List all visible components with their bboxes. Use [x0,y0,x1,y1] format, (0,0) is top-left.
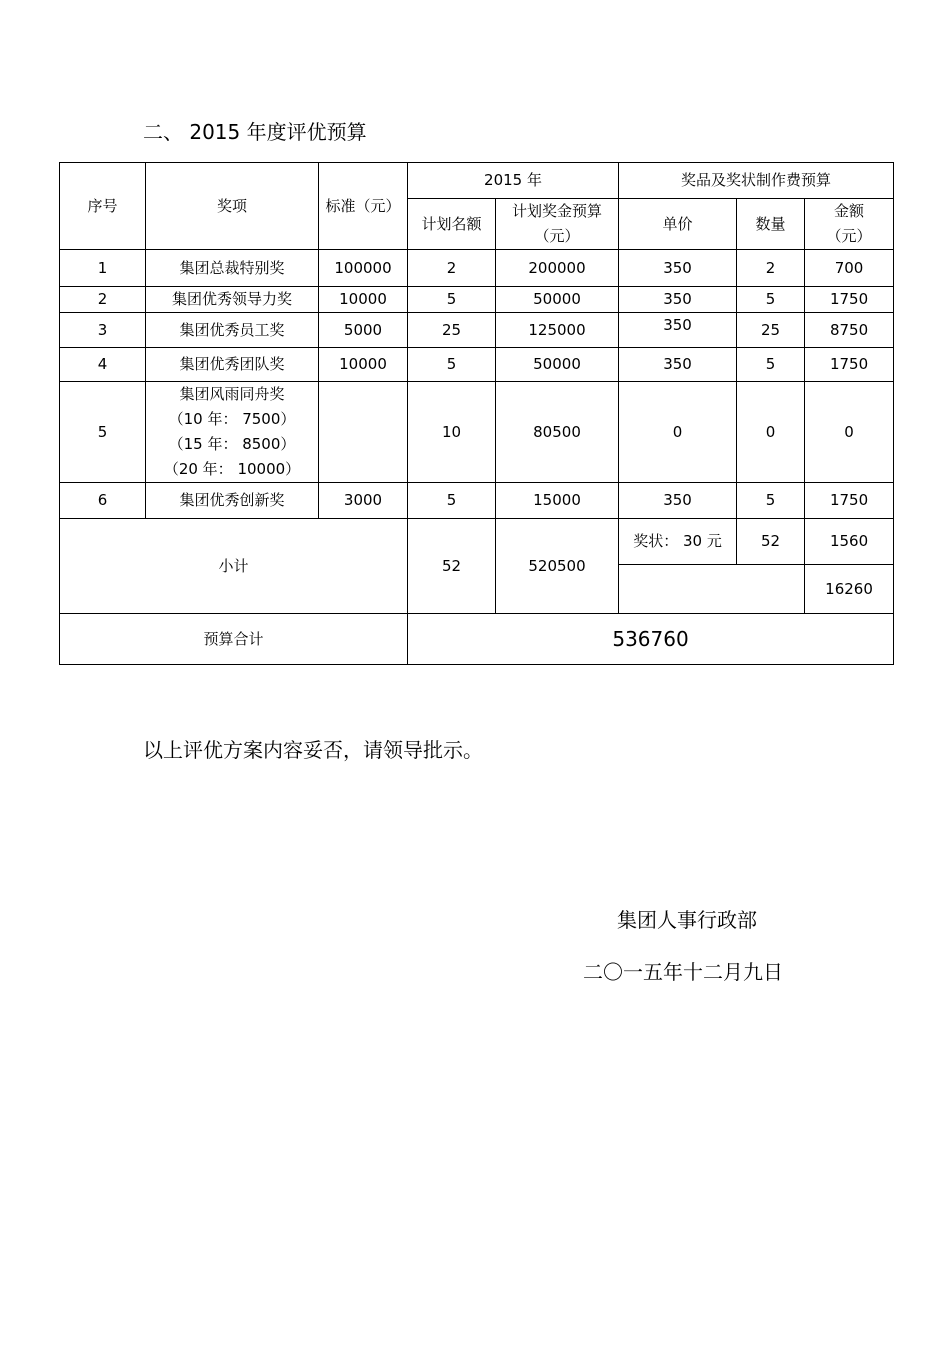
section-title: 二、 2015 年度评优预算 [143,120,367,144]
table-row [60,287,894,313]
cell-amount: 1750 [805,483,894,519]
header-quantity: 数量 [737,199,805,250]
certificate-amount: 1560 [805,519,894,565]
cell-qty: 2 [737,250,805,287]
cell-budget: 15000 [496,483,619,519]
certificate-label: 奖状： 30 元 [619,519,737,565]
cell-seq: 4 [60,348,146,382]
cell-standard: 100000 [319,250,408,287]
grand-total-value: 536760 [408,614,894,665]
header-award: 奖项 [146,163,319,250]
cell-amount: 1750 [805,287,894,313]
header-standard: 标准（元） [319,163,408,250]
cell-qty: 0 [737,382,805,483]
cell-amount: 0 [805,382,894,483]
cell-standard: 10000 [319,348,408,382]
grand-total-label: 预算合计 [60,614,408,665]
cell-budget: 200000 [496,250,619,287]
cell-quota: 5 [408,287,496,313]
cell-quota: 2 [408,250,496,287]
cell-award: 集团优秀员工奖 [146,313,319,348]
cell-qty: 5 [737,348,805,382]
cell-seq: 1 [60,250,146,287]
cell-award: 集团总裁特别奖 [146,250,319,287]
cell-qty: 5 [737,287,805,313]
header-unit-price: 单价 [619,199,737,250]
cell-award: 集团优秀创新奖 [146,483,319,519]
cell-amount: 1750 [805,348,894,382]
subtotal-budget: 520500 [496,519,619,614]
cell-seq: 6 [60,483,146,519]
table-row [60,382,894,483]
cell-unit-price: 350 [619,348,737,382]
cell-quota: 10 [408,382,496,483]
cell-qty: 5 [737,483,805,519]
cell-budget: 50000 [496,287,619,313]
header-amount: 金额 （元） [805,199,894,250]
cell-standard: 10000 [319,287,408,313]
subtotal-empty-cell [619,565,805,614]
table-row [60,250,894,287]
cell-amount: 700 [805,250,894,287]
subtotal-label: 小计 [60,519,408,614]
cell-quota: 5 [408,483,496,519]
cell-standard [319,382,408,483]
cell-seq: 3 [60,313,146,348]
cell-unit-price: 350 [619,250,737,287]
signature-date: 二〇一五年十二月九日 [583,960,783,984]
cell-standard: 3000 [319,483,408,519]
header-seq: 序号 [60,163,146,250]
header-plan-budget: 计划奖金预算 （元） [496,199,619,250]
signature-department: 集团人事行政部 [617,908,757,932]
cell-standard: 5000 [319,313,408,348]
cell-qty: 25 [737,313,805,348]
subtotal-quota: 52 [408,519,496,614]
cell-award: 集团风雨同舟奖 （10 年： 7500） （15 年： 8500） （20 年： 10000） [146,382,319,483]
table-row [60,313,894,348]
conclusion-text: 以上评优方案内容妥否，请领导批示。 [143,738,483,762]
cell-seq: 5 [60,382,146,483]
header-plan-quota: 计划名额 [408,199,496,250]
cell-unit-price: 350 [619,287,737,313]
header-prize-group: 奖品及奖状制作费预算 [619,163,894,199]
cell-budget: 80500 [496,382,619,483]
table-row [60,348,894,382]
cell-quota: 5 [408,348,496,382]
prize-total: 16260 [805,565,894,614]
cell-quota: 25 [408,313,496,348]
cell-unit-price: 0 [619,382,737,483]
certificate-qty: 52 [737,519,805,565]
cell-award: 集团优秀领导力奖 [146,287,319,313]
cell-unit-price: 350 [619,313,737,348]
cell-amount: 8750 [805,313,894,348]
cell-budget: 50000 [496,348,619,382]
cell-budget: 125000 [496,313,619,348]
budget-table [59,162,894,665]
cell-seq: 2 [60,287,146,313]
table-row [60,483,894,519]
cell-award: 集团优秀团队奖 [146,348,319,382]
header-year-group: 2015 年 [408,163,619,199]
cell-unit-price: 350 [619,483,737,519]
